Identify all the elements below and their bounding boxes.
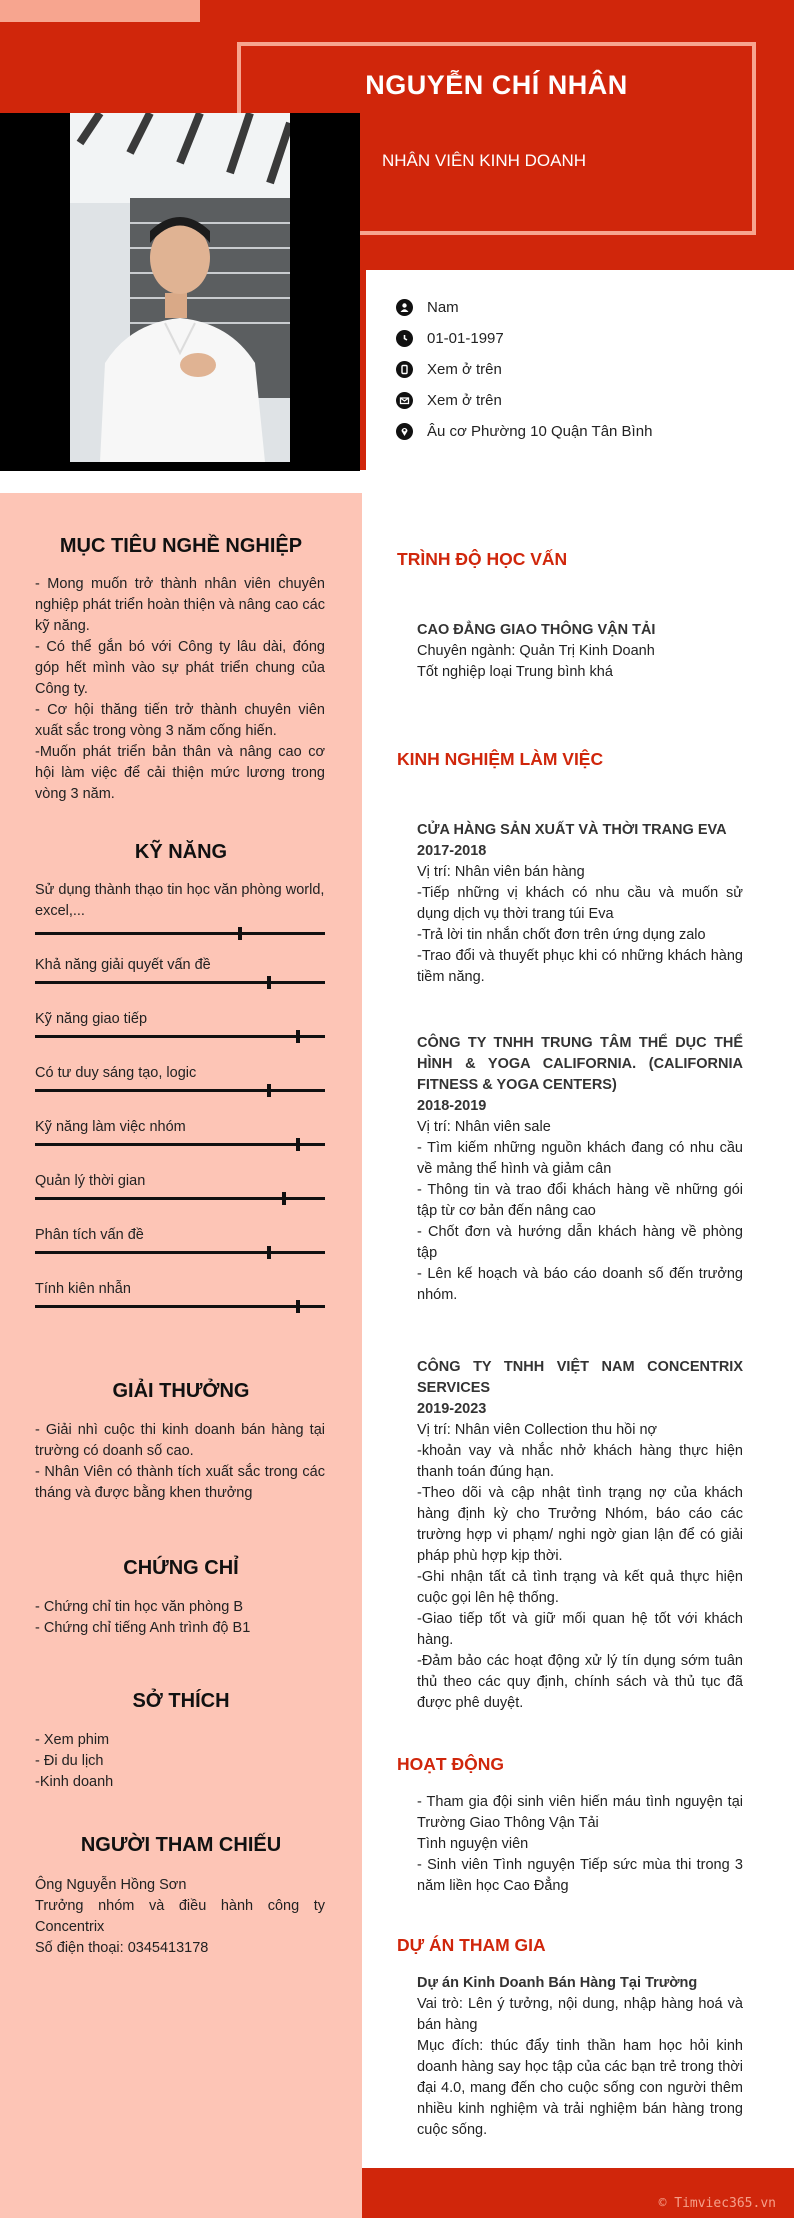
skill-level-marker [238,927,242,940]
skill-level-marker [296,1138,300,1151]
job-line: - Chốt đơn và hướng dẫn khách hàng về phòng tập [417,1224,743,1261]
education-block [417,620,743,683]
hobbies-title: SỞ THÍCH [132,1690,230,1712]
info-birthday [396,327,504,349]
job-line: - Lên kế hoạch và báo cáo doanh số đến trưởng nhóm. [417,1266,743,1303]
info-gender-value: Nam [427,298,459,316]
award-line: - Nhân Viên có thành tích xuất sắc trong các tháng và được bằng khen thưởng [35,1464,325,1501]
job-line: -Ghi nhận tất cả tình trạng và kết quả thực hiện cuộc gọi lên hệ thống. [417,1569,743,1606]
job-period: 2018-2019 [417,1098,487,1114]
objective-line: - Có thể gắn bó với Công ty lâu dài, đóng góp hết mình vào sự phát triển chung của Công ty. [35,639,325,697]
education-grade: Tốt nghiệp loại Trung bình khá [417,664,613,680]
references-title: NGƯỜI THAM CHIẾU [80,1834,282,1856]
activity-line: - Tham gia đội sinh viên hiến máu tình nguyện tại Trường Giao Thông Vận Tải [417,1794,743,1831]
skill-level-marker [296,1300,300,1313]
candidate-name: NGUYỄN CHÍ NHÂN [365,70,628,100]
skill-level-bar [35,1197,325,1200]
info-email-value: Xem ở trên [427,391,502,409]
reference-line: Số điện thoại: 0345413178 [35,1940,209,1956]
job-company: CÔNG TY TNHH VIỆT NAM CONCENTRIX SERVICES [417,1359,743,1396]
hobby-line: -Kinh doanh [35,1774,114,1790]
user-icon [396,299,413,316]
info-address-value: Âu cơ Phường 10 Quận Tân Bình [427,422,653,440]
info-phone-value: Xem ở trên [427,360,502,378]
job-position: Vị trí: Nhân viên bán hàng [417,864,585,880]
projects-block [417,1973,743,2141]
education-title: TRÌNH ĐỘ HỌC VẤN [397,549,568,569]
skill-level-bar [35,1251,325,1254]
skill-level-bar [35,1305,325,1308]
certificate-line: - Chứng chỉ tiếng Anh trình độ B1 [35,1620,251,1636]
objective-title: MỤC TIÊU NGHỀ NGHIỆP [59,535,303,557]
skill-level-marker [267,976,271,989]
experience-job [417,1357,743,1714]
project-role: Vai trò: Lên ý tưởng, nội dung, nhập hàng hoá và bán hàng [417,1996,743,2033]
activity-line: - Sinh viên Tình nguyện Tiếp sức mùa thi trong 3 năm liền học Cao Đẳng [417,1857,743,1894]
job-position: Vị trí: Nhân viên sale [417,1119,551,1135]
job-period: 2017-2018 [417,843,487,859]
objective-text [35,574,325,805]
skill-level-bar [35,1089,325,1092]
watermark: © Timviec365.vn [658,2196,776,2211]
profile-photo [70,113,290,462]
job-period: 2019-2023 [417,1401,487,1417]
clock-icon [396,330,413,347]
reference-line: Trưởng nhóm và điều hành công ty Concentrix [35,1898,325,1935]
awards-text [35,1420,325,1504]
skill-label: Kỹ năng làm việc nhóm [35,1119,186,1135]
info-phone [396,358,502,380]
skill-level-marker [296,1030,300,1043]
activities-block [417,1792,743,1897]
job-line: -khoản vay và nhắc nhở khách hàng thực hiện thanh toán đúng hạn. [417,1443,743,1480]
job-position: Vị trí: Nhân viên Collection thu hồi nợ [417,1422,658,1438]
email-icon [396,392,413,409]
award-line: - Giải nhì cuộc thi kinh doanh bán hàng tại trường có doanh số cao. [35,1422,325,1459]
header-accent-strip [0,0,200,22]
skill-label: Có tư duy sáng tạo, logic [35,1065,197,1081]
experience-job [417,820,743,988]
job-line: -Trả lời tin nhắn chốt đơn trên ứng dụng zalo [417,927,706,943]
info-email [396,389,502,411]
objective-line: - Mong muốn trở thành nhân viên chuyên nghiệp phát triển hoàn thiện và nâng cao các kỹ năng. [35,576,325,634]
profile-photo-illustration [70,113,290,462]
skill-label: Phân tích vấn đề [35,1227,144,1243]
project-goal: Mục đích: thúc đẩy tinh thần ham học hỏi kinh doanh hàng say học tập của các bạn trẻ trong thời đại 4.0, mang đến cho cuộc sống con người thêm nhiều kinh nghiệm và trải nghiệm bán hàng trong cuộc sống. [417,2038,743,2138]
job-line: -Đảm bảo các hoạt động xử lý tín dụng sớm tuân thủ theo các quy định, chính sách và thủ tục đã được phê duyệt. [417,1653,743,1711]
education-school: CAO ĐẲNG GIAO THÔNG VẬN TẢI [417,622,656,638]
skill-level-bar [35,1143,325,1146]
job-line: -Giao tiếp tốt và giữ mối quan hệ tốt với khách hàng. [417,1611,743,1648]
education-major: Chuyên ngành: Quản Trị Kinh Doanh [417,643,655,659]
info-gender [396,296,459,318]
skill-level-marker [267,1084,271,1097]
job-line: -Trao đổi và thuyết phục khi có những khách hàng tiềm năng. [417,948,743,985]
job-line: - Thông tin và trao đổi khách hàng về những gói tập từ cơ bản đến nâng cao [417,1182,743,1219]
activity-line: Tình nguyện viên [417,1836,529,1852]
skill-label: Kỹ năng giao tiếp [35,1011,148,1027]
info-birthday-value: 01-01-1997 [427,329,504,347]
activities-title: HOẠT ĐỘNG [397,1754,504,1774]
job-line: - Tìm kiếm những nguồn khách đang có nhu cầu về mảng thể hình và giảm cân [417,1140,743,1177]
skill-label: Quản lý thời gian [35,1173,146,1189]
phone-icon [396,361,413,378]
skill-level-bar [35,1035,325,1038]
job-company: CỬA HÀNG SẢN XUẤT VÀ THỜI TRANG EVA [417,822,727,838]
references-text [35,1875,325,1959]
projects-title: DỰ ÁN THAM GIA [397,1935,546,1955]
awards-title: GIẢI THƯỞNG [112,1380,250,1402]
project-name: Dự án Kinh Doanh Bán Hàng Tại Trường [417,1975,698,1991]
job-line: -Theo dõi và cập nhật tình trạng nợ của khách hàng định kỳ cho Trưởng Nhóm, báo cáo các trường hợp vi phạm/ nghi ngờ gian lận để có giải pháp phù hợp kịp thời. [417,1485,743,1564]
objective-line: -Muốn phát triển bản thân và nâng cao cơ hội làm việc để cải thiện mức lương trong vòng 3 năm. [35,744,325,802]
skill-level-bar [35,981,325,984]
job-line: -Tiếp những vị khách có nhu cầu và muốn sử dụng dịch vụ thời trang túi Eva [417,885,743,922]
hobbies-text [35,1730,325,1793]
skills-title: KỸ NĂNG [134,841,228,863]
objective-line: - Cơ hội thăng tiến trở thành chuyên viên xuất sắc trong vòng 3 năm cống hiến. [35,702,325,739]
hobby-line: - Xem phim [35,1732,110,1748]
location-pin-icon [396,423,413,440]
info-address [396,420,652,442]
reference-line: Ông Nguyễn Hồng Sơn [35,1877,187,1893]
experience-job [417,1033,743,1306]
certificates-title: CHỨNG CHỈ [123,1557,239,1579]
experience-title: KINH NGHIỆM LÀM VIỆC [397,749,604,769]
hobby-line: - Đi du lịch [35,1753,104,1769]
job-company: CÔNG TY TNHH TRUNG TÂM THỂ DỤC THỂ HÌNH & YOGA CALIFORNIA. (CALIFORNIA FITNESS & YOGA CENTERS) [417,1035,743,1093]
skill-label: Sử dụng thành thạo tin học văn phòng world, excel,... [35,882,325,919]
skill-level-marker [282,1192,286,1205]
skill-label: Khả năng giải quyết vấn đề [35,957,211,973]
certificates-text [35,1597,325,1639]
candidate-job-title: NHÂN VIÊN KINH DOANH [382,151,587,170]
certificate-line: - Chứng chỉ tin học văn phòng B [35,1599,243,1615]
skill-level-bar [35,932,325,935]
skill-level-marker [267,1246,271,1259]
skill-label: Tính kiên nhẫn [35,1281,131,1297]
